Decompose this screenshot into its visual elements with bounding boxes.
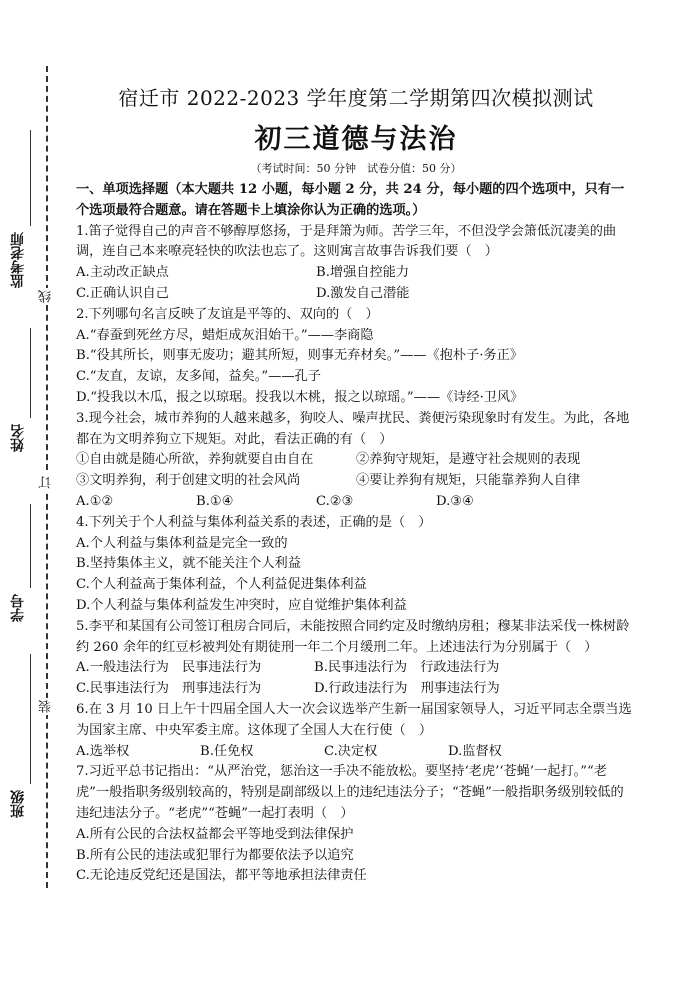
question-5 <box>76 617 636 700</box>
option-d: D.个人利益与集体利益发生冲突时，应自觉维护集体利益 <box>76 597 407 613</box>
option-a: A.①② <box>76 493 114 509</box>
label-proctor: 监考老师 <box>10 232 26 288</box>
proctor-fill-line <box>30 130 31 226</box>
section-heading: 一、单项选择题（本大题共 12 小题，每小题 2 分，共 24 分，每小题的四个选项中，只有一个选项最符合题意。请在答题卡上填涂你认为正确的选项。） <box>76 182 625 218</box>
label-student-id: 学号 <box>10 594 26 622</box>
option-c: C.决定权 <box>324 743 378 759</box>
label-name: 姓名 <box>10 424 26 452</box>
question-1 <box>76 222 636 305</box>
question-options <box>76 492 636 513</box>
question-options <box>76 742 636 763</box>
student-id-fill-line <box>30 504 31 588</box>
option-c: C.无论违反党纪还是国法，都平等地承担法律责任 <box>76 868 367 884</box>
question-options <box>76 658 636 700</box>
binding-margin <box>0 0 62 983</box>
option-b: B.坚持集体主义，就不能关注个人利益 <box>76 556 301 572</box>
question-statements <box>76 450 636 492</box>
option-c: C.正确认识自己 <box>76 285 169 301</box>
option-d: D.“投我以木瓜，报之以琼琚。投我以木桃，报之以琼瑶。”——《诗经·卫风》 <box>76 389 524 405</box>
question-stem: 2.下列哪句名言反映了友谊是平等的、双向的（ ） <box>76 306 379 322</box>
option-c: C.个人利益高于集体利益，个人利益促进集体利益 <box>76 577 367 593</box>
option-b: B.“役其所长，则事无废功；避其所短，则事无弃材矣。”——《抱朴子·务正》 <box>76 348 523 364</box>
statement-1: ①自由就是随心所欲，养狗就要自由自在 <box>76 452 314 468</box>
name-fill-line <box>30 328 31 418</box>
option-d: D.行政违法行为 刑事违法行为 <box>314 681 500 697</box>
option-a: A.个人利益与集体利益是完全一致的 <box>76 535 288 551</box>
binding-mark-staple: 订 <box>39 476 54 489</box>
question-stem: 7.习近平总书记指出：“从严治党，惩治这一手决不能放松。要坚持‘老虎’‘苍蝇’一起打。”“老虎”一般指职务级别较高的，特别是副部级以上的违纪违法分子；“苍蝇”一般指职务级别较低的违纪违法分子。“老虎”“苍蝇”一起打表明（ ） <box>76 764 624 821</box>
question-stem: 3.现今社会，城市养狗的人越来越多，狗咬人、噪声扰民、粪便污染现象时有发生。为此，各地都在为文明养狗立下规矩。对此，看法正确的有（ ） <box>76 410 630 447</box>
question-6 <box>76 700 636 762</box>
question-2 <box>76 305 636 409</box>
option-a: A.一般违法行为 民事违法行为 <box>76 660 262 676</box>
question-stem: 5.李平和某国有公司签订租房合同后，未能按照合同约定及时缴纳房租；穆某非法采伐一株树龄约 260 余年的红豆杉被判处有期徒刑一年二个月缓刑二年。上述违法行为分别属于（ ） <box>76 618 630 655</box>
class-fill-line <box>30 654 31 784</box>
option-b: B.民事违法行为 行政违法行为 <box>314 660 500 676</box>
option-a: A.所有公民的合法权益都会平等地受到法律保护 <box>76 826 354 842</box>
option-d: D.激发自己潜能 <box>316 285 410 301</box>
option-b: B.任免权 <box>200 743 254 759</box>
option-b: B.所有公民的违法或犯罪行为都要依法予以追究 <box>76 847 354 863</box>
label-class: 班级 <box>10 790 26 818</box>
question-stem: 1.笛子觉得自己的声音不够醇厚悠扬，于是拜箫为师。苦学三年，不但没学会箫低沉凄美的曲调，连自己本来嘹亮轻快的吹法也忘了。这则寓言故事告诉我们要（ ） <box>76 223 617 260</box>
question-7 <box>76 762 636 887</box>
question-4 <box>76 513 636 617</box>
exam-meta: （考试时间：50 分钟 试卷分值：50 分） <box>250 162 462 175</box>
exam-title: 宿迁市 2022-2023 学年度第二学期第四次模拟测试 <box>118 86 594 110</box>
option-c: C.“友直，友谅，友多闻，益矣。”——孔子 <box>76 369 321 385</box>
exam-subject: 初三道德与法治 <box>254 124 458 155</box>
option-c: C.民事违法行为 刑事违法行为 <box>76 681 262 697</box>
option-c: C.②③ <box>316 493 354 509</box>
statement-4: ④要让养狗有规矩，只能靠养狗人自律 <box>356 473 581 489</box>
option-d: D.监督权 <box>448 743 502 759</box>
option-b: B.增强自控能力 <box>316 265 410 281</box>
question-3 <box>76 409 636 513</box>
binding-mark-line: 线 <box>39 290 54 303</box>
question-stem: 4.下列关于个人利益与集体利益关系的表述，正确的是（ ） <box>76 514 432 530</box>
option-b: B.①④ <box>196 493 234 509</box>
question-stem: 6.在 3 月 10 日上午十四届全国人大一次会议选举产生新一届国家领导人，习近平同志全票当选为国家主席、中央军委主席。这体现了全国人大在行使（ ） <box>76 701 632 738</box>
option-d: D.③④ <box>436 493 474 509</box>
exam-content <box>76 82 636 887</box>
statement-2: ②养狗守规矩，是遵守社会规则的表现 <box>356 452 581 468</box>
option-a: A.“春蚕到死丝方尽，蜡炬成灰泪始干。”——李商隐 <box>76 327 374 343</box>
binding-mark-bind: 装 <box>39 700 54 713</box>
option-a: A.主动改正缺点 <box>76 265 169 281</box>
statement-3: ③文明养狗，利于创建文明的社会风尚 <box>76 473 301 489</box>
question-options <box>76 263 636 305</box>
option-a: A.选举权 <box>76 743 130 759</box>
